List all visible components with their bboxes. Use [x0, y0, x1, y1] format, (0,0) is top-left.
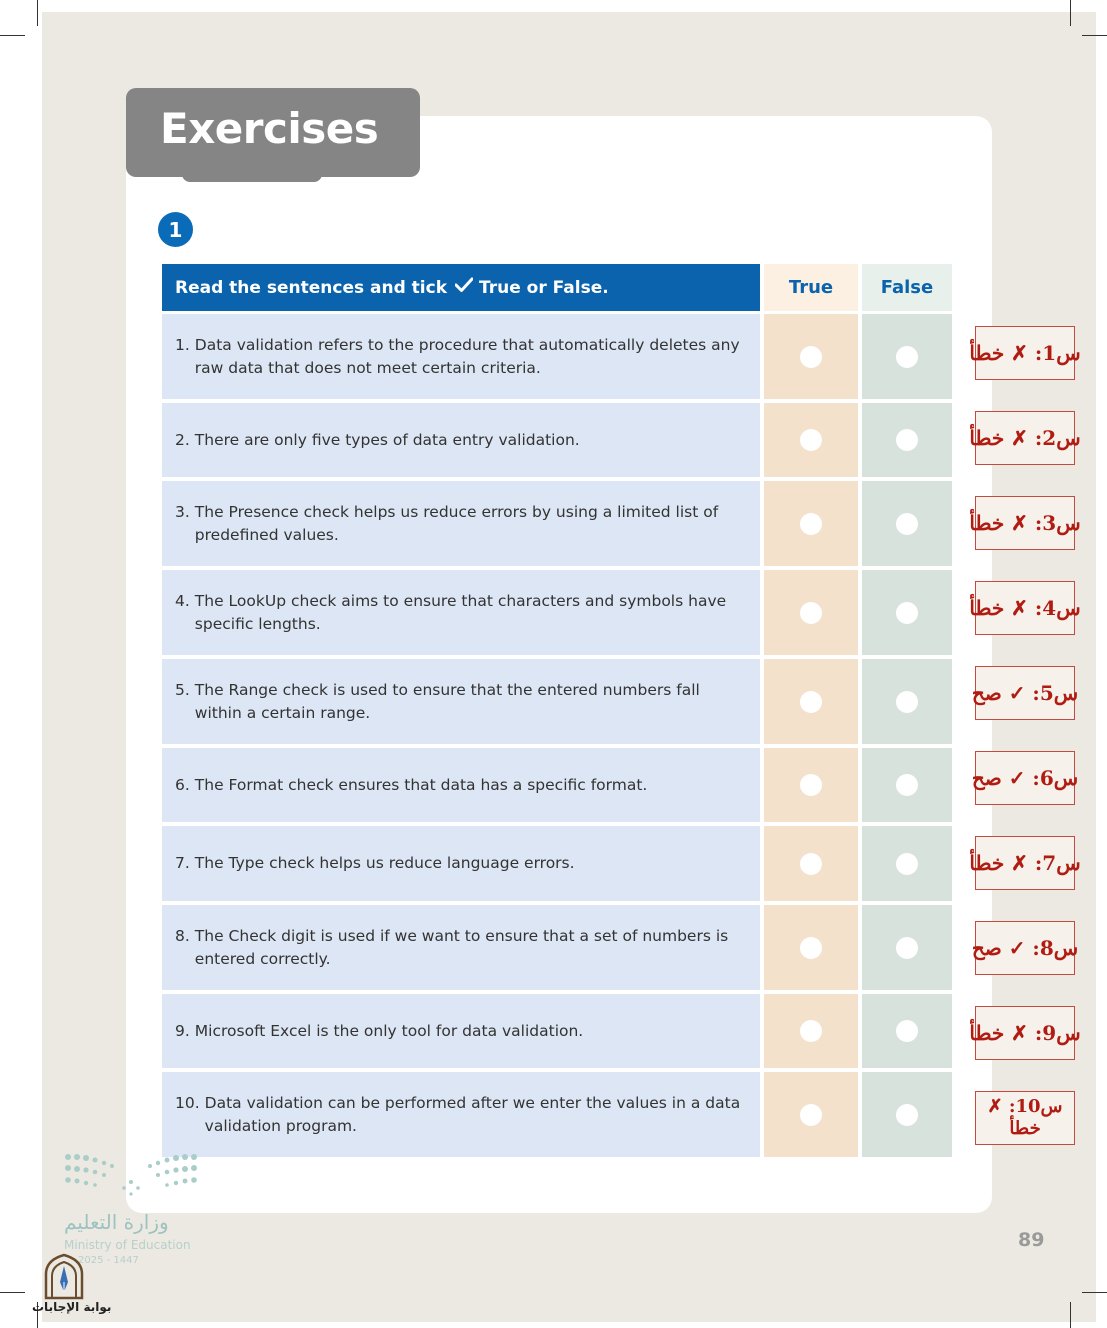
true-cell-3	[764, 481, 858, 566]
question-row-7	[162, 826, 760, 901]
question-number: 10.	[175, 1093, 200, 1112]
question-row-4	[162, 570, 760, 655]
question-text: Microsoft Excel is the only tool for data validation.	[194, 1021, 584, 1040]
exercise-number-badge: 1	[158, 212, 193, 247]
question-text: The Presence check helps us reduce errors by using a limited list of predefined values.	[194, 502, 719, 544]
answer-box-9: س9: ✗ خطأ	[975, 1006, 1075, 1060]
true-cell-7	[764, 826, 858, 901]
instruction-header	[162, 264, 760, 311]
answer-line: خطأ	[1009, 1118, 1041, 1139]
true-radio-10[interactable]	[800, 1104, 822, 1126]
crop-mark	[0, 35, 25, 36]
question-number: 3.	[175, 502, 190, 521]
question-row-5	[162, 659, 760, 744]
answer-box-3: س3: ✗ خطأ	[975, 496, 1075, 550]
column-header-false: False	[862, 264, 952, 311]
false-radio-2[interactable]	[896, 429, 918, 451]
true-cell-10	[764, 1072, 858, 1157]
false-radio-9[interactable]	[896, 1020, 918, 1042]
question-text: The Format check ensures that data has a specific format.	[194, 775, 648, 794]
false-radio-10[interactable]	[896, 1104, 918, 1126]
true-radio-7[interactable]	[800, 853, 822, 875]
answer-box-4: س4: ✗ خطأ	[975, 581, 1075, 635]
false-radio-7[interactable]	[896, 853, 918, 875]
false-cell-3	[862, 481, 952, 566]
ministry-name-english: Ministry of Education	[64, 1238, 191, 1252]
answer-box-2: س2: ✗ خطأ	[975, 411, 1075, 465]
false-cell-5	[862, 659, 952, 744]
mosque-pen-icon	[42, 1252, 86, 1305]
question-row-10	[162, 1072, 760, 1157]
answer-box-7: س7: ✗ خطأ	[975, 836, 1075, 890]
question-row-6	[162, 748, 760, 822]
false-radio-3[interactable]	[896, 513, 918, 535]
answer-box-10	[975, 1091, 1075, 1145]
false-cell-2	[862, 403, 952, 477]
true-cell-2	[764, 403, 858, 477]
crop-mark	[0, 1292, 25, 1293]
answer-box-5: س5: ✓ صح	[975, 666, 1075, 720]
answer-box-8: س8: ✓ صح	[975, 921, 1075, 975]
ministry-logo-icon	[64, 1152, 198, 1205]
question-row-3	[162, 481, 760, 566]
answer-box-1: س1: ✗ خطأ	[975, 326, 1075, 380]
false-radio-5[interactable]	[896, 691, 918, 713]
question-number: 1.	[175, 335, 190, 354]
true-radio-3[interactable]	[800, 513, 822, 535]
title-tab-notch	[182, 168, 322, 182]
crop-mark	[1082, 35, 1107, 36]
false-cell-4	[862, 570, 952, 655]
true-radio-9[interactable]	[800, 1020, 822, 1042]
true-radio-2[interactable]	[800, 429, 822, 451]
false-cell-6	[862, 748, 952, 822]
question-text: The LookUp check aims to ensure that characters and symbols have specific lengths.	[194, 591, 727, 633]
crop-mark	[1070, 0, 1071, 26]
true-radio-6[interactable]	[800, 774, 822, 796]
question-number: 5.	[175, 680, 190, 699]
instruction-text: Read the sentences and tick	[175, 277, 448, 298]
watermark-text: بوابة الإجابات	[32, 1300, 112, 1314]
question-number: 4.	[175, 591, 190, 610]
true-cell-5	[764, 659, 858, 744]
question-text: Data validation can be performed after we enter the values in a data validation program.	[204, 1093, 741, 1135]
question-number: 7.	[175, 854, 190, 872]
answer-line: س10: ✗	[987, 1096, 1063, 1117]
false-radio-1[interactable]	[896, 346, 918, 368]
true-radio-1[interactable]	[800, 346, 822, 368]
true-cell-6	[764, 748, 858, 822]
checkmark-icon	[455, 277, 473, 298]
false-cell-10	[862, 1072, 952, 1157]
false-cell-7	[862, 826, 952, 901]
true-radio-5[interactable]	[800, 691, 822, 713]
false-cell-1	[862, 314, 952, 399]
question-number: 2.	[175, 430, 190, 449]
column-header-true: True	[764, 264, 858, 311]
question-row-2	[162, 403, 760, 477]
page-title: Exercises	[160, 104, 379, 153]
ministry-years: 2025 - 1447	[78, 1255, 139, 1266]
true-radio-8[interactable]	[800, 937, 822, 959]
true-cell-4	[764, 570, 858, 655]
false-radio-6[interactable]	[896, 774, 918, 796]
question-row-1	[162, 314, 760, 399]
question-text: The Type check helps us reduce language errors.	[194, 854, 575, 872]
question-row-8	[162, 905, 760, 990]
question-text: Data validation refers to the procedure that automatically deletes any raw data that does not meet certain criteria.	[194, 335, 740, 377]
crop-mark	[37, 0, 38, 26]
crop-mark	[1070, 1302, 1071, 1328]
question-text: The Range check is used to ensure that the entered numbers fall within a certain range.	[194, 680, 700, 722]
ministry-name-arabic: وزارة التعليم	[64, 1210, 169, 1234]
question-text: The Check digit is used if we want to ensure that a set of numbers is entered correctly.	[194, 926, 729, 968]
question-row-9	[162, 994, 760, 1068]
question-number: 8.	[175, 926, 190, 945]
true-radio-4[interactable]	[800, 602, 822, 624]
false-radio-4[interactable]	[896, 602, 918, 624]
question-text: There are only five types of data entry validation.	[194, 430, 580, 449]
question-number: 6.	[175, 775, 190, 794]
false-cell-8	[862, 905, 952, 990]
question-number: 9.	[175, 1021, 190, 1040]
false-radio-8[interactable]	[896, 937, 918, 959]
page-number: 89	[1018, 1229, 1045, 1251]
answer-box-6: س6: ✓ صح	[975, 751, 1075, 805]
true-cell-8	[764, 905, 858, 990]
true-cell-9	[764, 994, 858, 1068]
false-cell-9	[862, 994, 952, 1068]
instruction-text-end: True or False.	[479, 277, 609, 298]
crop-mark	[1082, 1292, 1107, 1293]
true-cell-1	[764, 314, 858, 399]
